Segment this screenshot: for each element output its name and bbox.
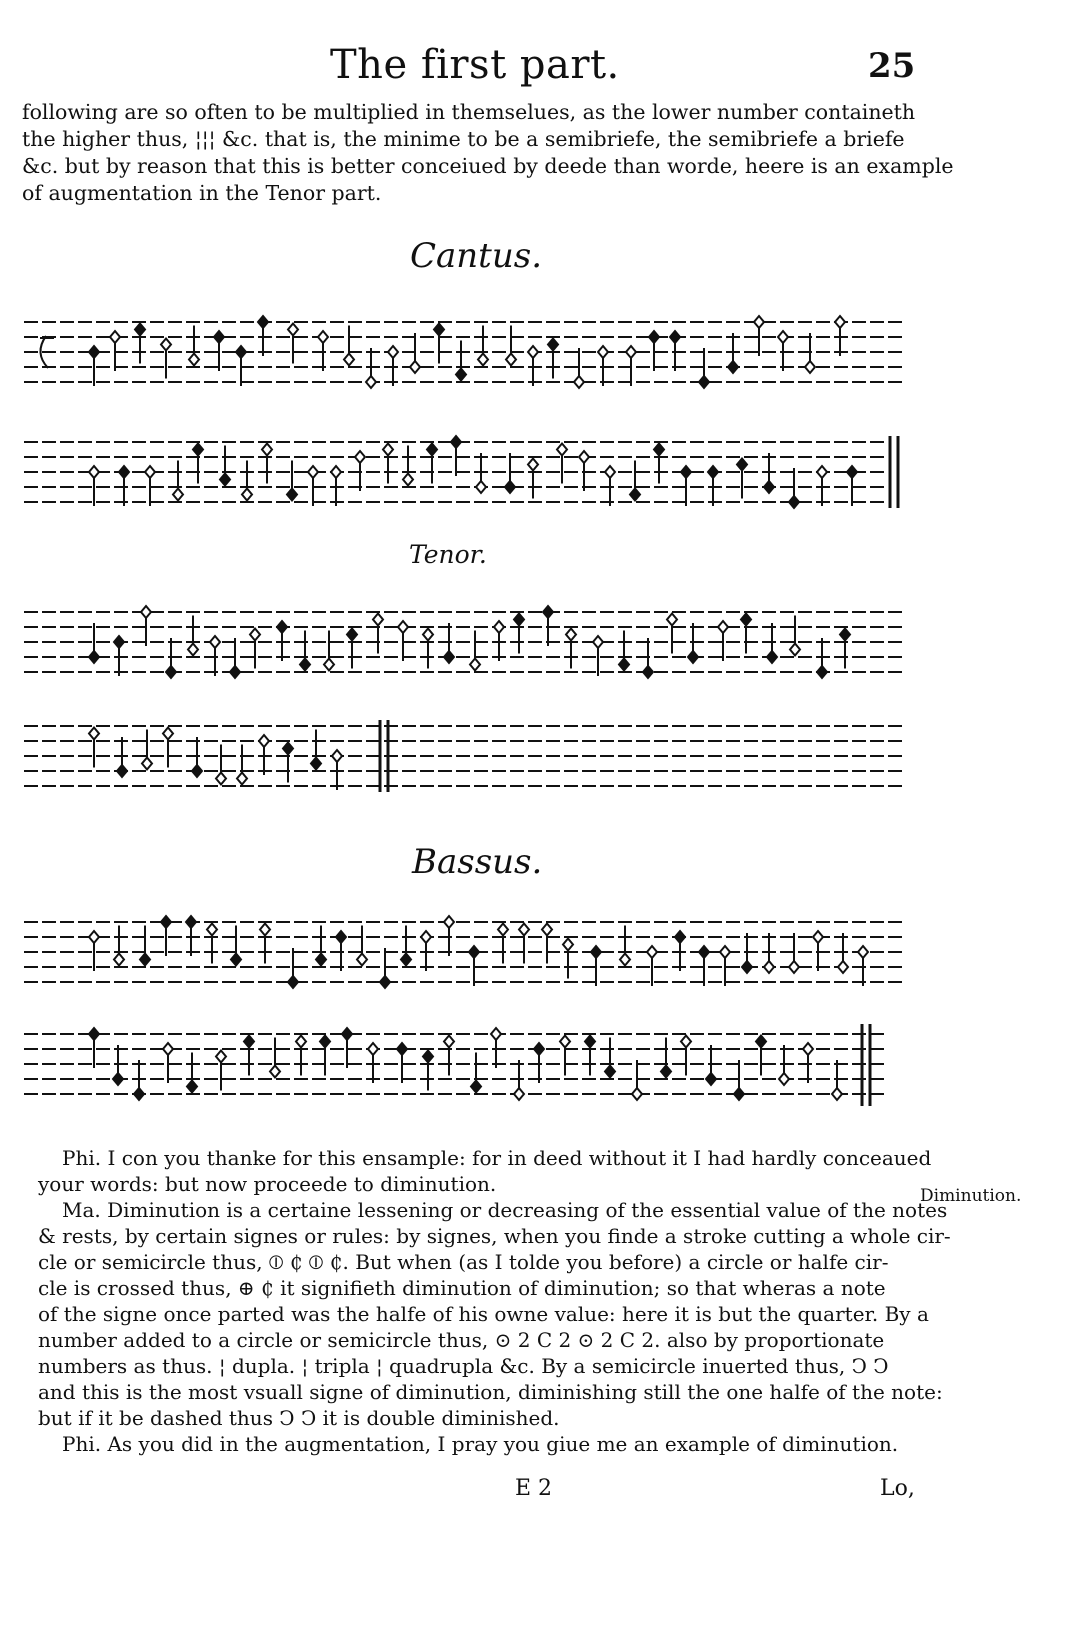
note-head — [113, 1073, 123, 1085]
note-head — [528, 459, 538, 471]
note-head — [260, 924, 270, 936]
note-head — [357, 954, 367, 966]
note-head — [858, 946, 868, 958]
section-title-cantus: Cantus. — [410, 236, 542, 276]
note-head — [720, 946, 730, 958]
note-head — [288, 324, 298, 336]
note-head — [368, 1043, 378, 1055]
note-head — [579, 451, 589, 463]
note-head — [347, 629, 357, 641]
note-head — [324, 659, 334, 671]
note-head — [161, 916, 171, 928]
note-head — [288, 976, 298, 988]
note-head — [681, 1036, 691, 1048]
note-head — [741, 614, 751, 626]
note-head — [706, 1073, 716, 1085]
note-head — [311, 758, 321, 770]
staff-lines — [24, 898, 909, 1008]
note-head — [250, 629, 260, 641]
note-head — [728, 361, 738, 373]
dialogue-line-1: Phi. I con you thanke for this ensample: for in deed without it I had hardly conceaued — [62, 1146, 932, 1170]
note-head — [114, 954, 124, 966]
note-head — [494, 621, 504, 633]
note-head — [789, 961, 799, 973]
note-head — [574, 376, 584, 388]
note-head — [287, 489, 297, 501]
note-head — [699, 376, 709, 388]
dialogue-line-8: number added to a circle or semicircle thus, ⊙ 2 C 2 ⊙ 2 C 2. also by proportionate — [38, 1328, 885, 1352]
note-head — [790, 644, 800, 656]
note-head — [141, 606, 151, 618]
dialogue-line-5: cle or semicircle thus, ⦶ ₵ ⦶ ₵. But when (as I tolde you before) a circle or halfe cir- — [38, 1250, 889, 1274]
note-head — [388, 346, 398, 358]
dialogue-line-9: numbers as thus. ¦ dupla. ¦ tripla ¦ quadrupla &c. By a semicircle inuerted thus, Ↄ Ↄ — [38, 1354, 889, 1378]
note-head — [242, 489, 252, 501]
dialogue-line-11: but if it be dashed thus Ↄ Ↄ it is double diminished. — [38, 1406, 560, 1430]
note-head — [231, 954, 241, 966]
note-head — [560, 1036, 570, 1048]
note-head — [444, 1036, 454, 1048]
note-head — [427, 444, 437, 456]
dialogue-line-2: your words: but now proceede to diminution. — [38, 1172, 497, 1196]
note-head — [563, 939, 573, 951]
note-head — [470, 659, 480, 671]
note-head — [331, 466, 341, 478]
note-head — [320, 1036, 330, 1048]
note-head — [456, 369, 466, 381]
note-head — [380, 976, 390, 988]
note-head — [187, 1081, 197, 1093]
note-head — [410, 361, 420, 373]
staff-cantus-1 — [24, 298, 909, 408]
note-head — [216, 773, 226, 785]
note-head — [469, 946, 479, 958]
note-head — [336, 931, 346, 943]
note-head — [451, 436, 461, 448]
note-head — [756, 1036, 766, 1048]
dialogue-line-6: cle is crossed thus, ⊕ ₵ it signifieth diminution of diminution; so that wheras a note — [38, 1276, 886, 1300]
signature-mark: E 2 — [515, 1476, 553, 1501]
note-head — [778, 331, 788, 343]
note-head — [688, 651, 698, 663]
note-head — [344, 354, 354, 366]
note-head — [258, 316, 268, 328]
note-head — [598, 346, 608, 358]
note-head — [803, 1043, 813, 1055]
note-head — [188, 644, 198, 656]
note-head — [476, 481, 486, 493]
note-head — [316, 954, 326, 966]
note-head — [742, 961, 752, 973]
note-head — [840, 629, 850, 641]
note-head — [514, 1088, 524, 1100]
page-number: 25 — [868, 46, 916, 86]
note-head — [140, 954, 150, 966]
note-head — [366, 376, 376, 388]
note-head — [332, 750, 342, 762]
note-head — [403, 474, 413, 486]
note-head — [110, 331, 120, 343]
note-head — [244, 1036, 254, 1048]
note-head — [296, 1036, 306, 1048]
note-head — [514, 614, 524, 626]
note-head — [216, 1051, 226, 1063]
page-header-title: The first part. — [330, 42, 620, 88]
note-head — [626, 346, 636, 358]
note-head — [262, 444, 272, 456]
note-head — [566, 629, 576, 641]
margin-note: Diminution. — [920, 1186, 1022, 1206]
note-head — [817, 666, 827, 678]
dialogue-line-10: and this is the most vsuall signe of diminution, diminishing still the one halfe of the note: — [38, 1380, 943, 1404]
note-head — [342, 1028, 352, 1040]
note-head — [491, 1028, 501, 1040]
note-head — [708, 466, 718, 478]
section-title-bassus: Bassus. — [412, 842, 543, 882]
note-head — [506, 354, 516, 366]
note-head — [734, 1088, 744, 1100]
intro-line-1: following are so often to be multiplied in themselues, as the lower number containeth — [22, 100, 916, 124]
note-head — [300, 659, 310, 671]
note-head — [813, 931, 823, 943]
note-head — [236, 346, 246, 358]
note-head — [237, 773, 247, 785]
staff-lines — [24, 702, 909, 812]
note-head — [632, 1088, 642, 1100]
note-head — [542, 924, 552, 936]
dialogue-line-7: of the signe once parted was the halfe of his owne value: here it is but the quarter. By a — [38, 1302, 929, 1326]
note-head — [675, 931, 685, 943]
note-head — [585, 1036, 595, 1048]
note-head — [89, 346, 99, 358]
note-head — [186, 916, 196, 928]
note-head — [163, 728, 173, 740]
note-head — [270, 1066, 280, 1078]
note-head — [423, 1051, 433, 1063]
note-head — [163, 1043, 173, 1055]
note-head — [142, 758, 152, 770]
note-head — [619, 659, 629, 671]
note-head — [355, 451, 365, 463]
note-head — [193, 444, 203, 456]
note-head — [259, 735, 269, 747]
note-head — [220, 474, 230, 486]
note-head — [647, 946, 657, 958]
note-head — [789, 496, 799, 508]
note-head — [718, 621, 728, 633]
note-head — [89, 466, 99, 478]
note-head — [119, 466, 129, 478]
note-head — [308, 466, 318, 478]
note-head — [593, 636, 603, 648]
note-head — [654, 444, 664, 456]
note-head — [444, 916, 454, 928]
dialogue-line-3: Ma. Diminution is a certaine lessening or decreasing of the essential value of the notes — [62, 1198, 948, 1222]
note-head — [591, 946, 601, 958]
note-head — [434, 324, 444, 336]
note-head — [817, 466, 827, 478]
note-head — [189, 354, 199, 366]
staff-bassus-1 — [24, 898, 909, 1008]
dialogue-line-4: & rests, by certain signes or rules: by signes, when you finde a stroke cutting a whole cir- — [38, 1224, 951, 1248]
staff-lines — [24, 418, 909, 528]
staff-lines — [24, 588, 909, 698]
note-head — [89, 1028, 99, 1040]
note-head — [805, 361, 815, 373]
section-title-tenor: Tenor. — [409, 540, 487, 569]
note-head — [764, 961, 774, 973]
note-head — [401, 954, 411, 966]
note-head — [779, 1073, 789, 1085]
staff-cantus-2 — [24, 418, 909, 528]
note-head — [207, 924, 217, 936]
note-head — [283, 743, 293, 755]
note-head — [192, 765, 202, 777]
note-head — [528, 346, 538, 358]
note-head — [89, 931, 99, 943]
staff-tenor-2 — [24, 702, 909, 812]
note-head — [373, 614, 383, 626]
note-head — [230, 666, 240, 678]
note-head — [421, 931, 431, 943]
note-head — [649, 331, 659, 343]
note-head — [543, 606, 553, 618]
note-head — [383, 444, 393, 456]
note-head — [670, 331, 680, 343]
intro-line-4: of augmentation in the Tenor part. — [22, 181, 382, 205]
note-head — [699, 946, 709, 958]
note-head — [423, 629, 433, 641]
staff-lines — [24, 298, 909, 408]
note-head — [161, 339, 171, 351]
note-head — [630, 489, 640, 501]
note-head — [643, 666, 653, 678]
note-head — [135, 324, 145, 336]
staff-bassus-2 — [24, 1010, 909, 1120]
staff-lines — [24, 1010, 909, 1120]
note-head — [548, 339, 558, 351]
note-head — [277, 621, 287, 633]
note-head — [661, 1066, 671, 1078]
note-head — [89, 728, 99, 740]
note-head — [173, 489, 183, 501]
note-head — [134, 1088, 144, 1100]
note-head — [444, 651, 454, 663]
note-head — [534, 1043, 544, 1055]
note-head — [838, 961, 848, 973]
note-head — [605, 466, 615, 478]
note-head — [835, 316, 845, 328]
intro-line-3: &c. but by reason that this is better conceiued by deede than worde, heere is an example — [22, 154, 954, 178]
note-head — [89, 651, 99, 663]
note-head — [471, 1081, 481, 1093]
note-head — [667, 614, 677, 626]
note-head — [210, 636, 220, 648]
note-head — [214, 331, 224, 343]
intro-line-2: the higher thus, ¦¦¦ &c. that is, the minime to be a semibriefe, the semibriefe a briefe — [22, 127, 905, 151]
note-head — [318, 331, 328, 343]
note-head — [620, 954, 630, 966]
note-head — [754, 316, 764, 328]
note-head — [681, 466, 691, 478]
note-head — [847, 466, 857, 478]
catchword: Lo, — [880, 1476, 915, 1501]
staff-tenor-1 — [24, 588, 909, 698]
dialogue-line-12: Phi. As you did in the augmentation, I pray you giue me an example of diminution. — [62, 1432, 899, 1456]
note-head — [832, 1088, 842, 1100]
note-head — [478, 354, 488, 366]
note-head — [557, 444, 567, 456]
note-head — [767, 651, 777, 663]
note-head — [117, 765, 127, 777]
note-head — [505, 481, 515, 493]
note-head — [764, 481, 774, 493]
note-head — [397, 1043, 407, 1055]
note-head — [605, 1066, 615, 1078]
note-head — [519, 924, 529, 936]
note-head — [398, 621, 408, 633]
note-head — [737, 459, 747, 471]
note-head — [145, 466, 155, 478]
note-head — [114, 636, 124, 648]
note-head — [166, 666, 176, 678]
note-head — [498, 924, 508, 936]
